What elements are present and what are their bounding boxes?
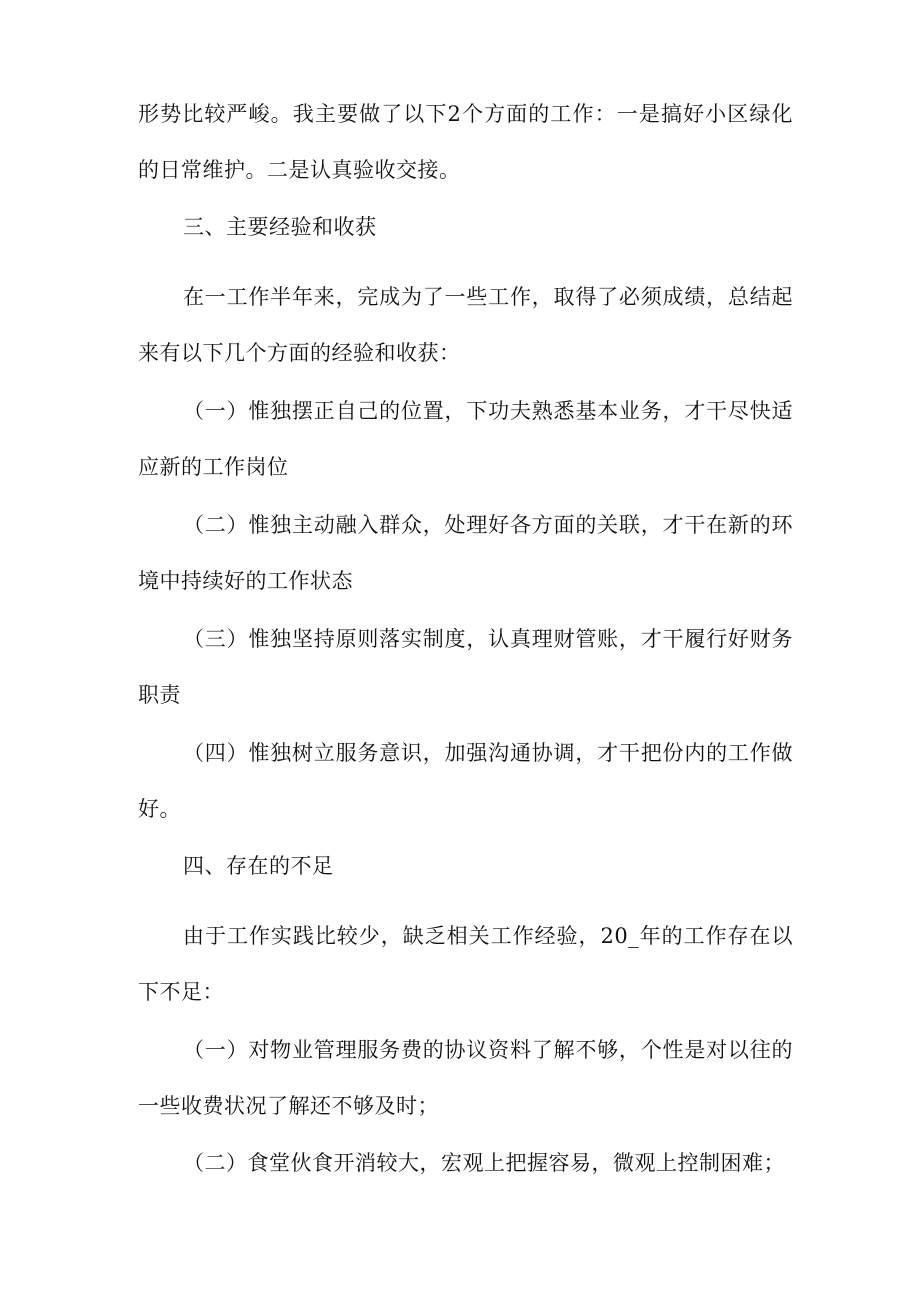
- list-item-experience-2: （二）惟独主动融入群众，处理好各方面的关联，才干在新的环境中持续好的工作状态: [138, 513, 793, 593]
- section-heading-shortcomings: 四、存在的不足: [183, 854, 334, 878]
- section-heading-experience: 三、主要经验和收获: [183, 215, 377, 239]
- paragraph-intro-experience: 在一工作半年来，完成为了一些工作，取得了必须成绩，总结起来有以下几个方面的经验和收获：: [138, 285, 793, 365]
- paragraph-continuation: 形势比较严峻。我主要做了以下2个方面的工作：一是搞好小区绿化的日常维护。二是认真验收交接。: [138, 102, 793, 182]
- list-item-experience-1: （一）惟独摆正自己的位置，下功夫熟悉基本业务，才干尽快适应新的工作岗位: [138, 399, 793, 479]
- list-item-shortcoming-1: （一）对物业管理服务费的协议资料了解不够，个性是对以往的一些收费状况了解还不够及时；: [138, 1038, 793, 1118]
- list-item-shortcoming-2: （二）食堂伙食开消较大，宏观上把握容易，微观上控制困难；: [183, 1151, 785, 1175]
- list-item-experience-3: （三）惟独坚持原则落实制度，认真理财管账，才干履行好财务职责: [138, 627, 793, 707]
- list-item-experience-4: （四）惟独树立服务意识，加强沟通协调，才干把份内的工作做好。: [138, 741, 793, 821]
- paragraph-intro-shortcomings: 由于工作实践比较少，缺乏相关工作经验，20_年的工作存在以下不足：: [138, 924, 793, 1004]
